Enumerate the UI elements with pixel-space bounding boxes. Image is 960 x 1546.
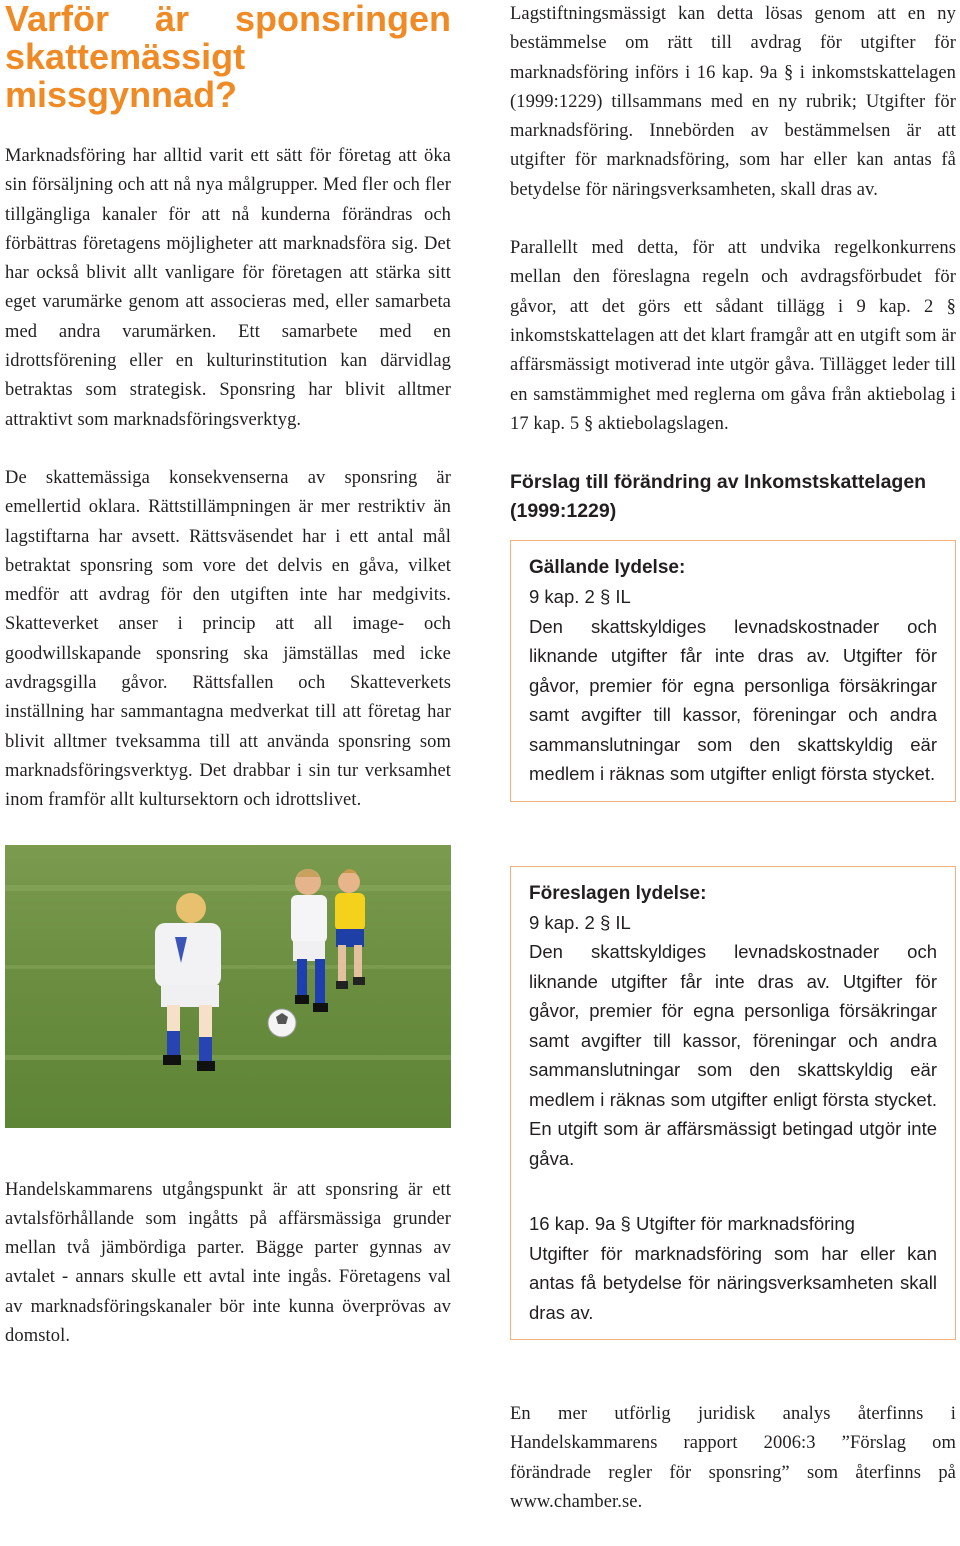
- proposed-wording-heading: Föreslagen lydelse:: [529, 882, 707, 904]
- consequences-paragraph: De skattemässiga konsekvenserna av sponsring är emellertid oklara. Rättstillämpningen är mer restriktiv än lagstiftarna har avsett. Rättsväsendet har i ett antal mål betraktat sponsring som vore det delvis en gåva, vilket medför att avdrag för den utgiften inte har medgivits. Skatteverket anser i princip att all image- och goodwillskapande sponsring ska jämställas med icke avdragsgilla gåvor. Rättsfallen och Skatteverkets inställning har sammantagna medverkat till att företag har blivit alltmer tveksamma till att använda sponsring som marknadsföringsverktyg. Det drabbar i sin tur verksamhet inom framför allt kultursektorn och idrottslivet.: [5, 467, 451, 811]
- legislation-paragraph: Lagstiftningsmässigt kan detta lösas genom att en ny bestämmelse om rätt till avdrag för utgifter för marknadsföring införs i 16 kap. 9a § i inkomstskattelagen (1999:1229) tillsammans med en ny rubrik; Utgifter för marknadsföring. Innebörden av bestämmelsen är att utgifter för marknadsföring, som har eller kan antas få betydelse för näringsverksamheten, skall dras av.: [510, 4, 956, 200]
- proposed-wording-text: Den skattskyldiges levnadskostnader och liknande utgifter får inte dras av. Utgifter för gåvor, premier för egna personliga försäkringar samt avgifter till kassor, föreningar och andra sammanslutningar som den skattskyldig eär medlem i räknas som utgifter enligt första stycket. En utgift som är affärsmässigt betingad utgör inte gåva.: [529, 941, 937, 1169]
- current-wording-text: Den skattskyldiges levnadskostnader och liknande utgifter får inte dras av. Utgifter för gåvor, premier för egna personliga försäkringar samt avgifter till kassor, föreningar och andra sammanslutningar som den skattskyldig eär medlem i räknas som utgifter enligt första stycket.: [529, 615, 937, 785]
- proposed-wording-ref: 9 kap. 2 § IL: [529, 911, 631, 933]
- proposal-heading: Förslag till förändring av Inkomstskattelagen (1999:1229): [510, 471, 927, 523]
- current-wording-box: [510, 540, 956, 802]
- current-wording-ref: 9 kap. 2 § IL: [529, 586, 631, 608]
- proposed-wording-box: [510, 866, 956, 1198]
- closing-left-paragraph: Handelskammarens utgångspunkt är att sponsring är ett avtalsförhållande som ingåtts på affärsmässiga grunder mellan två jämbördiga parter. Bägge parter gynnas av avtalet - annars skulle ett avtal inte ingås. Företagens val av marknadsföringskanaler bör inte kunna överprövas av domstol.: [5, 1179, 451, 1347]
- page-title: Varför är sponsringen skattemässigt missgynnad?: [5, 0, 451, 115]
- right-column: [510, 0, 956, 1546]
- left-column: [5, 0, 451, 1380]
- current-wording-heading: Gällande lydelse:: [529, 557, 686, 579]
- section-text: Utgifter för marknadsföring som har eller kan antas få betydelse för näringsverksamheten skall dras av.: [529, 1242, 937, 1323]
- section-ref: 16 kap. 9a § Utgifter för marknadsföring: [529, 1213, 855, 1235]
- parallel-paragraph: Parallellt med detta, för att undvika regelkonkurrens mellan den föreslagna regeln och avdragsförbudet för gåvor, att det görs ett sådant tillägg i 9 kap. 2 § inkomstskattelagen att det klart framgår att en utgift som är affärsmässigt motiverad inte utgör gåva. Tillägget leder till en samstämmighet med reglerna om gåva från aktiebolag i 17 kap. 5 § aktiebolagslagen.: [510, 238, 956, 434]
- proposed-section-box: [510, 1197, 956, 1340]
- football-photo: [5, 845, 451, 1128]
- report-reference-paragraph: En mer utförlig juridisk analys återfinns i Handelskammarens rapport 2006:3 ”Förslag om förändrade regler för sponsring” som återfinns på www.chamber.se.: [510, 1404, 956, 1513]
- intro-paragraph: Marknadsföring har alltid varit ett sätt för företag att öka sin försäljning och att nå nya målgrupper. Med fler och fler tillgängliga kanaler för att nå kunderna förändras och förbättras företagens möjligheter att marknadsföra sig. Det har också blivit allt vanligare för företagen att stärka sitt eget varumärke genom att associeras med, eller samarbeta med andra varumärken. Ett samarbete med en idrottsförening eller en kulturinstitution kan därvidlag betraktas som strategisk. Sponsring har blivit alltmer attraktivt som marknadsföringsverktyg.: [5, 146, 451, 430]
